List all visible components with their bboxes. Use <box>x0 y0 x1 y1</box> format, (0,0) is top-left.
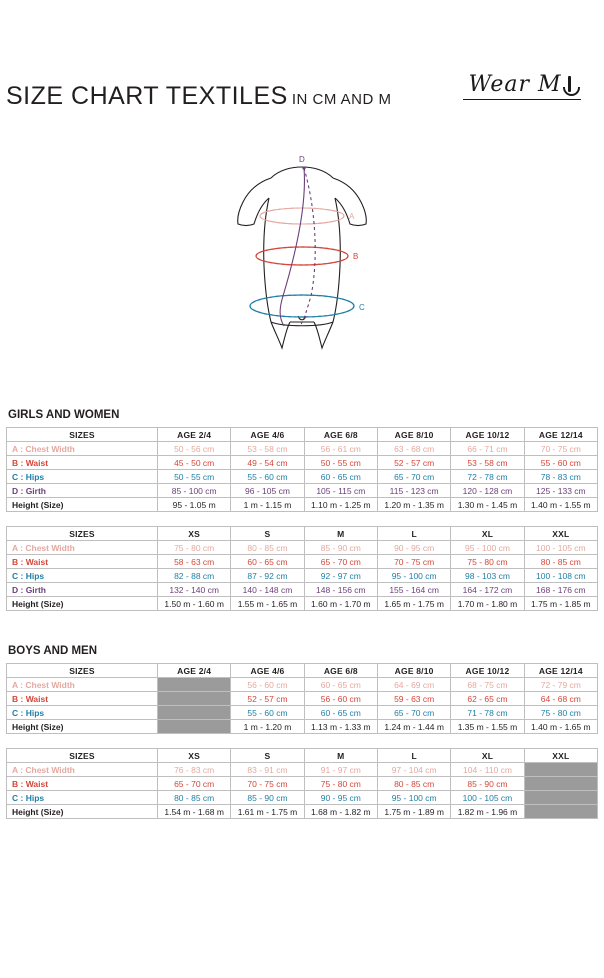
column-header: AGE 4/6 <box>231 664 304 678</box>
figure-label-d: D <box>299 155 305 164</box>
table-cell: 90 - 95 cm <box>304 791 377 805</box>
table-cell: 63 - 68 cm <box>377 442 450 456</box>
column-header: AGE 6/8 <box>304 428 377 442</box>
column-header: AGE 8/10 <box>377 664 450 678</box>
table-cell: 95 - 1.05 m <box>158 498 231 512</box>
table-cell: 50 - 56 cm <box>158 442 231 456</box>
table-cell: 91 - 97 cm <box>304 763 377 777</box>
table-row <box>7 484 598 498</box>
table-cell: 1.82 m - 1.96 m <box>451 805 524 819</box>
table-cell: 96 - 105 cm <box>231 484 304 498</box>
table-row <box>7 498 598 512</box>
table-cell: 60 - 65 cm <box>304 706 377 720</box>
table-header-row <box>7 664 598 678</box>
column-header: XL <box>451 527 524 541</box>
table-cell: 80 - 85 cm <box>231 541 304 555</box>
table-cell: 55 - 60 cm <box>231 470 304 484</box>
table-cell: 115 - 123 cm <box>377 484 450 498</box>
table-cell: 85 - 90 cm <box>231 791 304 805</box>
table-cell: 55 - 60 cm <box>524 456 597 470</box>
column-header: AGE 2/4 <box>158 428 231 442</box>
row-header-waist: B : Waist <box>7 692 158 706</box>
row-header-hips: C : Hips <box>7 470 158 484</box>
table-cell: 1.75 m - 1.85 m <box>524 597 597 611</box>
column-header: AGE 6/8 <box>304 664 377 678</box>
table-row <box>7 470 598 484</box>
anchor-icon <box>563 79 576 92</box>
row-header-chest: A : Chest Width <box>7 763 158 777</box>
table-row <box>7 763 598 777</box>
table-cell: 75 - 80 cm <box>524 706 597 720</box>
table-cell: 70 - 75 cm <box>524 442 597 456</box>
row-header-girth: D : Girth <box>7 583 158 597</box>
column-header: XS <box>158 749 231 763</box>
table-cell: 72 - 79 cm <box>524 678 597 692</box>
table-cell: 1 m - 1.15 m <box>231 498 304 512</box>
table-cell: 1.50 m - 1.60 m <box>158 597 231 611</box>
table-row <box>7 777 598 791</box>
row-header-waist: B : Waist <box>7 777 158 791</box>
table-cell: 1.35 m - 1.55 m <box>451 720 524 734</box>
row-header-height: Height (Size) <box>7 498 158 512</box>
row-header-chest: A : Chest Width <box>7 442 158 456</box>
table-cell: 76 - 83 cm <box>158 763 231 777</box>
table-cell: 1.55 m - 1.65 m <box>231 597 304 611</box>
column-header: AGE 12/14 <box>524 428 597 442</box>
table-cell: 80 - 85 cm <box>377 777 450 791</box>
table-row <box>7 583 598 597</box>
column-header-sizes: SIZES <box>7 749 158 763</box>
table-row <box>7 569 598 583</box>
table-cell: 60 - 65 cm <box>231 555 304 569</box>
table-cell: 98 - 103 cm <box>451 569 524 583</box>
row-header-chest: A : Chest Width <box>7 541 158 555</box>
column-header-sizes: SIZES <box>7 428 158 442</box>
table-cell-empty <box>524 791 597 805</box>
section-girls-women <box>6 409 598 611</box>
table-cell: 56 - 61 cm <box>304 442 377 456</box>
table-cell: 1.40 m - 1.55 m <box>524 498 597 512</box>
table-cell: 1.70 m - 1.80 m <box>451 597 524 611</box>
table-cell: 55 - 60 cm <box>231 706 304 720</box>
row-header-height: Height (Size) <box>7 720 158 734</box>
table-cell: 65 - 70 cm <box>304 555 377 569</box>
table-cell: 53 - 58 cm <box>451 456 524 470</box>
table-cell: 85 - 90 cm <box>304 541 377 555</box>
table-cell: 49 - 54 cm <box>231 456 304 470</box>
tables-girls <box>6 427 598 611</box>
brand-logo-text <box>469 72 576 97</box>
page-title <box>6 82 391 111</box>
tables-boys <box>6 663 598 819</box>
table-cell: 53 - 58 cm <box>231 442 304 456</box>
table-cell: 52 - 57 cm <box>231 692 304 706</box>
column-header: L <box>377 527 450 541</box>
body-diagram-svg <box>187 146 417 386</box>
table-cell: 1.75 m - 1.89 m <box>377 805 450 819</box>
table-header-row <box>7 527 598 541</box>
table-cell: 125 - 133 cm <box>524 484 597 498</box>
table-cell: 68 - 75 cm <box>451 678 524 692</box>
table-row <box>7 692 598 706</box>
brand-logo <box>452 72 592 100</box>
table-cell: 56 - 60 cm <box>231 678 304 692</box>
size-table <box>6 526 598 611</box>
table-cell: 95 - 100 cm <box>451 541 524 555</box>
table-row <box>7 791 598 805</box>
table-cell: 120 - 128 cm <box>451 484 524 498</box>
row-header-height: Height (Size) <box>7 805 158 819</box>
table-cell: 1.61 m - 1.75 m <box>231 805 304 819</box>
measurement-figure <box>6 146 598 391</box>
page-title-sub: IN CM AND M <box>291 91 392 108</box>
table-row <box>7 720 598 734</box>
column-header: AGE 10/12 <box>451 664 524 678</box>
table-cell: 64 - 68 cm <box>524 692 597 706</box>
table-cell: 1.68 m - 1.82 m <box>304 805 377 819</box>
column-header: XXL <box>524 527 597 541</box>
table-cell: 95 - 100 cm <box>377 569 450 583</box>
table-cell: 80 - 85 cm <box>158 791 231 805</box>
table-row <box>7 597 598 611</box>
figure-label-c: C <box>359 303 365 312</box>
row-header-waist: B : Waist <box>7 555 158 569</box>
table-cell: 104 - 110 cm <box>451 763 524 777</box>
table-cell: 45 - 50 cm <box>158 456 231 470</box>
table-cell-empty <box>158 678 231 692</box>
table-cell-empty <box>158 692 231 706</box>
size-chart-page <box>0 72 604 978</box>
column-header: S <box>231 749 304 763</box>
column-header: AGE 4/6 <box>231 428 304 442</box>
row-header-waist: B : Waist <box>7 456 158 470</box>
table-cell: 62 - 65 cm <box>451 692 524 706</box>
table-cell: 92 - 97 cm <box>304 569 377 583</box>
column-header-sizes: SIZES <box>7 664 158 678</box>
table-cell-empty <box>524 805 597 819</box>
table-cell: 70 - 75 cm <box>377 555 450 569</box>
table-cell-empty <box>158 720 231 734</box>
table-cell: 60 - 65 cm <box>304 470 377 484</box>
table-cell: 50 - 55 cm <box>304 456 377 470</box>
table-cell: 97 - 104 cm <box>377 763 450 777</box>
table-cell: 164 - 172 cm <box>451 583 524 597</box>
table-cell: 85 - 100 cm <box>158 484 231 498</box>
table-header-row <box>7 428 598 442</box>
table-cell: 50 - 55 cm <box>158 470 231 484</box>
table-cell: 1.10 m - 1.25 m <box>304 498 377 512</box>
column-header: XS <box>158 527 231 541</box>
table-cell: 168 - 176 cm <box>524 583 597 597</box>
row-header-height: Height (Size) <box>7 597 158 611</box>
table-row <box>7 555 598 569</box>
figure-label-b: B <box>353 252 359 261</box>
column-header: S <box>231 527 304 541</box>
table-cell: 1.24 m - 1.44 m <box>377 720 450 734</box>
table-cell: 80 - 85 cm <box>524 555 597 569</box>
table-cell: 78 - 83 cm <box>524 470 597 484</box>
table-cell: 59 - 63 cm <box>377 692 450 706</box>
figure-label-a: A <box>349 212 355 221</box>
table-cell: 60 - 65 cm <box>304 678 377 692</box>
table-cell: 72 - 78 cm <box>451 470 524 484</box>
table-cell: 1.54 m - 1.68 m <box>158 805 231 819</box>
row-header-hips: C : Hips <box>7 791 158 805</box>
table-cell: 95 - 100 cm <box>377 791 450 805</box>
row-header-hips: C : Hips <box>7 706 158 720</box>
column-header: L <box>377 749 450 763</box>
table-cell: 70 - 75 cm <box>231 777 304 791</box>
table-cell: 65 - 70 cm <box>158 777 231 791</box>
table-cell: 64 - 69 cm <box>377 678 450 692</box>
table-cell: 58 - 63 cm <box>158 555 231 569</box>
table-cell: 65 - 70 cm <box>377 470 450 484</box>
column-header: AGE 12/14 <box>524 664 597 678</box>
table-cell: 75 - 80 cm <box>158 541 231 555</box>
brand-logo-label: Wear M <box>468 72 562 97</box>
table-cell: 140 - 148 cm <box>231 583 304 597</box>
table-cell: 132 - 140 cm <box>158 583 231 597</box>
table-cell-empty <box>524 777 597 791</box>
table-row <box>7 678 598 692</box>
table-cell: 52 - 57 cm <box>377 456 450 470</box>
table-cell: 1 m - 1.20 m <box>231 720 304 734</box>
column-header: M <box>304 749 377 763</box>
column-header: AGE 8/10 <box>377 428 450 442</box>
row-header-girth: D : Girth <box>7 484 158 498</box>
page-title-main: SIZE CHART TEXTILES <box>6 82 288 110</box>
table-cell: 87 - 92 cm <box>231 569 304 583</box>
table-cell: 75 - 80 cm <box>451 555 524 569</box>
table-cell: 148 - 156 cm <box>304 583 377 597</box>
table-cell: 83 - 91 cm <box>231 763 304 777</box>
table-cell: 1.40 m - 1.65 m <box>524 720 597 734</box>
table-cell: 1.30 m - 1.45 m <box>451 498 524 512</box>
table-cell: 85 - 90 cm <box>451 777 524 791</box>
table-row <box>7 541 598 555</box>
table-cell: 1.65 m - 1.75 m <box>377 597 450 611</box>
table-cell: 65 - 70 cm <box>377 706 450 720</box>
column-header: AGE 2/4 <box>158 664 231 678</box>
size-table <box>6 748 598 819</box>
row-header-hips: C : Hips <box>7 569 158 583</box>
table-cell: 75 - 80 cm <box>304 777 377 791</box>
table-cell: 66 - 71 cm <box>451 442 524 456</box>
table-header-row <box>7 749 598 763</box>
table-cell: 82 - 88 cm <box>158 569 231 583</box>
table-cell: 1.13 m - 1.33 m <box>304 720 377 734</box>
column-header: AGE 10/12 <box>451 428 524 442</box>
table-row <box>7 805 598 819</box>
row-header-chest: A : Chest Width <box>7 678 158 692</box>
table-row <box>7 456 598 470</box>
column-header: XXL <box>524 749 597 763</box>
column-header-sizes: SIZES <box>7 527 158 541</box>
table-cell: 1.60 m - 1.70 m <box>304 597 377 611</box>
section-boys-men <box>6 645 598 819</box>
brand-logo-underline <box>463 99 581 100</box>
table-cell-empty <box>158 706 231 720</box>
size-table <box>6 427 598 512</box>
column-header: M <box>304 527 377 541</box>
size-table <box>6 663 598 734</box>
table-cell-empty <box>524 763 597 777</box>
table-cell: 100 - 105 cm <box>524 541 597 555</box>
table-cell: 155 - 164 cm <box>377 583 450 597</box>
table-cell: 71 - 78 cm <box>451 706 524 720</box>
column-header: XL <box>451 749 524 763</box>
table-cell: 90 - 95 cm <box>377 541 450 555</box>
table-cell: 1.20 m - 1.35 m <box>377 498 450 512</box>
table-row <box>7 442 598 456</box>
section-heading-girls: GIRLS AND WOMEN <box>8 409 120 421</box>
table-cell: 105 - 115 cm <box>304 484 377 498</box>
section-heading-boys: BOYS AND MEN <box>8 645 98 657</box>
table-row <box>7 706 598 720</box>
table-cell: 100 - 105 cm <box>451 791 524 805</box>
table-cell: 56 - 60 cm <box>304 692 377 706</box>
table-cell: 100 - 108 cm <box>524 569 597 583</box>
page-header <box>6 72 598 142</box>
